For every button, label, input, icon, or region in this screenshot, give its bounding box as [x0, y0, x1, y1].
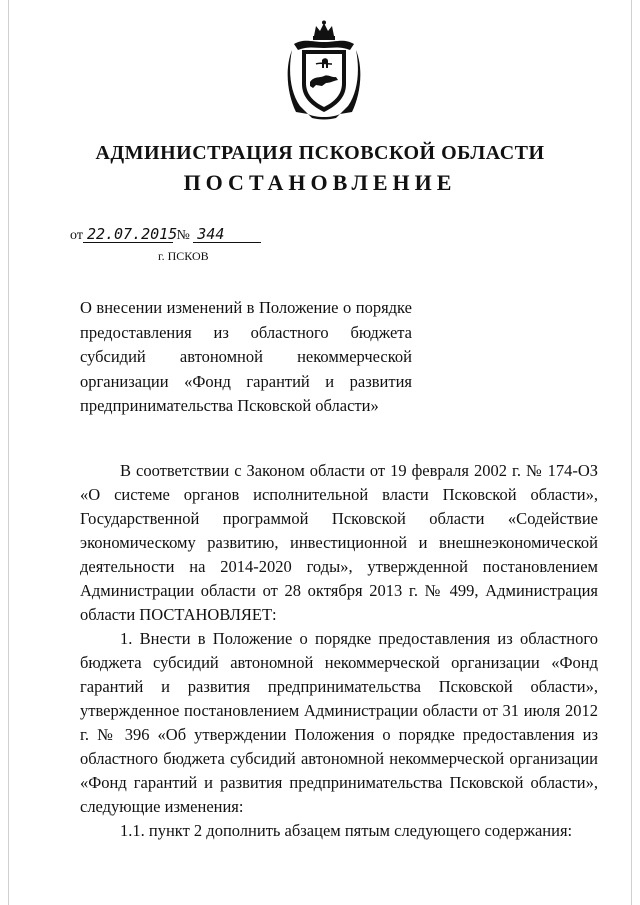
date-prefix: от: [70, 228, 83, 243]
document-type-title: ПОСТАНОВЛЕНИЕ: [183, 170, 457, 195]
handwritten-date: 22.07.2015: [83, 226, 173, 243]
subject-block: [80, 296, 412, 419]
city-label: г. ПСКОВ: [158, 249, 209, 263]
coat-of-arms-icon: [286, 20, 362, 120]
date-number-line: [70, 226, 261, 244]
body-paragraph: В соответствии с Законом области от 19 февраля 2002 г. № 174-ОЗ «О системе органов исполнительной власти Псковской области», Государственной программой Псковской области «Содействие экономическому развитию, инвестиционной и внешнеэкономической деятельности на 2014-2020 годы», утвержденной постановлением Администрации области от 28 октября 2013 г. № 499, Администрация области ПОСТАНОВЛЯЕТ:: [80, 461, 598, 624]
body-paragraph: 1.1. пункт 2 дополнить абзацем пятым следующего содержания:: [120, 821, 573, 840]
administration-title: АДМИНИСТРАЦИЯ ПСКОВСКОЙ ОБЛАСТИ: [95, 142, 545, 164]
subject-text: О внесении изменений в Положение о порядке предоставления из областного бюджета субсидий автономной некоммерческой организации «Фонд гарантий и развития предпринимательства Псковской области»: [80, 298, 412, 415]
handwritten-number: 344: [193, 226, 261, 243]
number-prefix: №: [176, 228, 190, 243]
body-paragraph: 1. Внести в Положение о порядке предоставления из областного бюджета субсидий автономной некоммерческой организации «Фонд гарантий и развития предпринимательства Псковской области», утвержденное постановлением Администрации области от 31 июля 2012 г. № 396 «Об утверждении Положения о порядке предоставления из областного бюджета субсидий автономной некоммерческой организации «Фонд гарантий и развития предпринимательства Псковской области», следующие изменения:: [80, 629, 598, 816]
scan-edge-right: [631, 0, 632, 905]
document-body: [80, 459, 598, 843]
scan-edge-left: [8, 0, 9, 905]
